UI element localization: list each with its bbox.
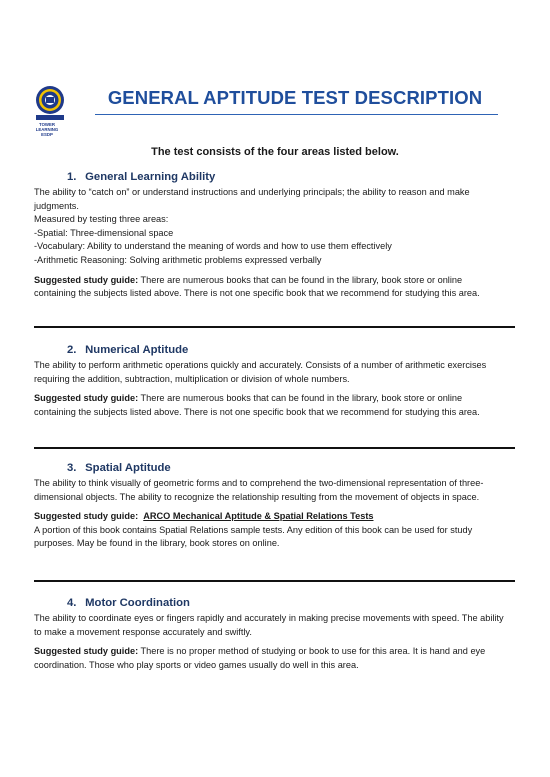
study-guide-label: Suggested study guide: — [34, 646, 139, 657]
section-text: The ability to perform arithmetic operations quickly and accurately. Consists of a number of arithmetic exercises requiring the addition, subtraction, multiplication or division of whole numbers. — [34, 360, 487, 384]
section-number: 1. — [67, 171, 77, 183]
section-heading — [67, 461, 504, 476]
section-divider — [34, 447, 515, 449]
study-guide-book-link[interactable]: ARCO Mechanical Aptitude & Spatial Relations Tests — [143, 511, 374, 522]
study-guide-text: There are numerous books that can be found in the library, book store or online containing the subjects listed above. There is not one specific book that we recommend for studying this area. — [34, 274, 480, 299]
section-heading — [67, 343, 504, 358]
section-text: Measured by testing three areas: — [34, 214, 169, 225]
study-guide-label: Suggested study guide: — [34, 274, 139, 285]
section-number: 2. — [67, 344, 77, 356]
section-divider — [34, 326, 515, 328]
study-guide-label: Suggested study guide: — [34, 393, 139, 404]
section-text: The ability to “catch on” or understand instructions and underlying principals; the ability to reason and make judgments. — [34, 187, 470, 211]
section-text: -Spatial: Three-dimensional space — [34, 227, 174, 238]
study-guide-text: There is no proper method of studying or book to use for this area. It is hand and eye coordination. Those who play sports or video games usually do well in this area. — [34, 646, 486, 670]
section-title: General Learning Ability — [85, 171, 216, 183]
logo-caption: TOWER LEARNING ESDP — [35, 122, 59, 137]
study-guide-text: A portion of this book contains Spatial Relations sample tests. Any edition of this book can be used for study purposes. May be found in the library, book stores on online. — [34, 524, 473, 549]
study-guide-label: Suggested study guide: — [34, 511, 139, 522]
title-underline — [95, 114, 498, 115]
study-guide — [34, 274, 504, 301]
section-text: The ability to coordinate eyes or fingers rapidly and accurately in making precise movements with speed. The ability to make a movement response accurately and swiftly. — [34, 613, 504, 637]
section-heading — [67, 170, 504, 185]
study-guide — [34, 392, 504, 419]
section-heading — [67, 596, 504, 611]
page-title: GENERAL APTITUDE TEST DESCRIPTION — [107, 87, 483, 108]
study-guide — [34, 510, 504, 524]
intro-text: The test consists of the four areas listed below. — [151, 146, 399, 158]
section-general-learning-ability — [34, 170, 504, 301]
section-number: 4. — [67, 597, 77, 609]
study-guide — [34, 645, 504, 672]
study-guide-text: There are numerous books that can be found in the library, book store or online containing the subjects listed above. There is not one specific book that we recommend for studying this area. — [34, 393, 480, 417]
section-text: The ability to think visually of geometric forms and to comprehend the two-dimensional representation of three-dimensional objects. The ability to recognize the relationship resulting from the movement of objects in space. — [34, 478, 484, 502]
section-motor-coordination — [34, 596, 504, 672]
section-text: -Arithmetic Reasoning: Solving arithmetic problems expressed verbally — [34, 254, 322, 265]
section-number: 3. — [67, 462, 77, 474]
section-title: Motor Coordination — [85, 597, 190, 609]
section-divider — [34, 580, 515, 582]
section-spatial-aptitude — [34, 461, 504, 551]
section-numerical-aptitude — [34, 343, 504, 419]
section-title: Spatial Aptitude — [85, 462, 171, 474]
section-text: -Vocabulary: Ability to understand the meaning of words and how to use them effectively — [34, 241, 392, 252]
section-title: Numerical Aptitude — [85, 344, 189, 356]
